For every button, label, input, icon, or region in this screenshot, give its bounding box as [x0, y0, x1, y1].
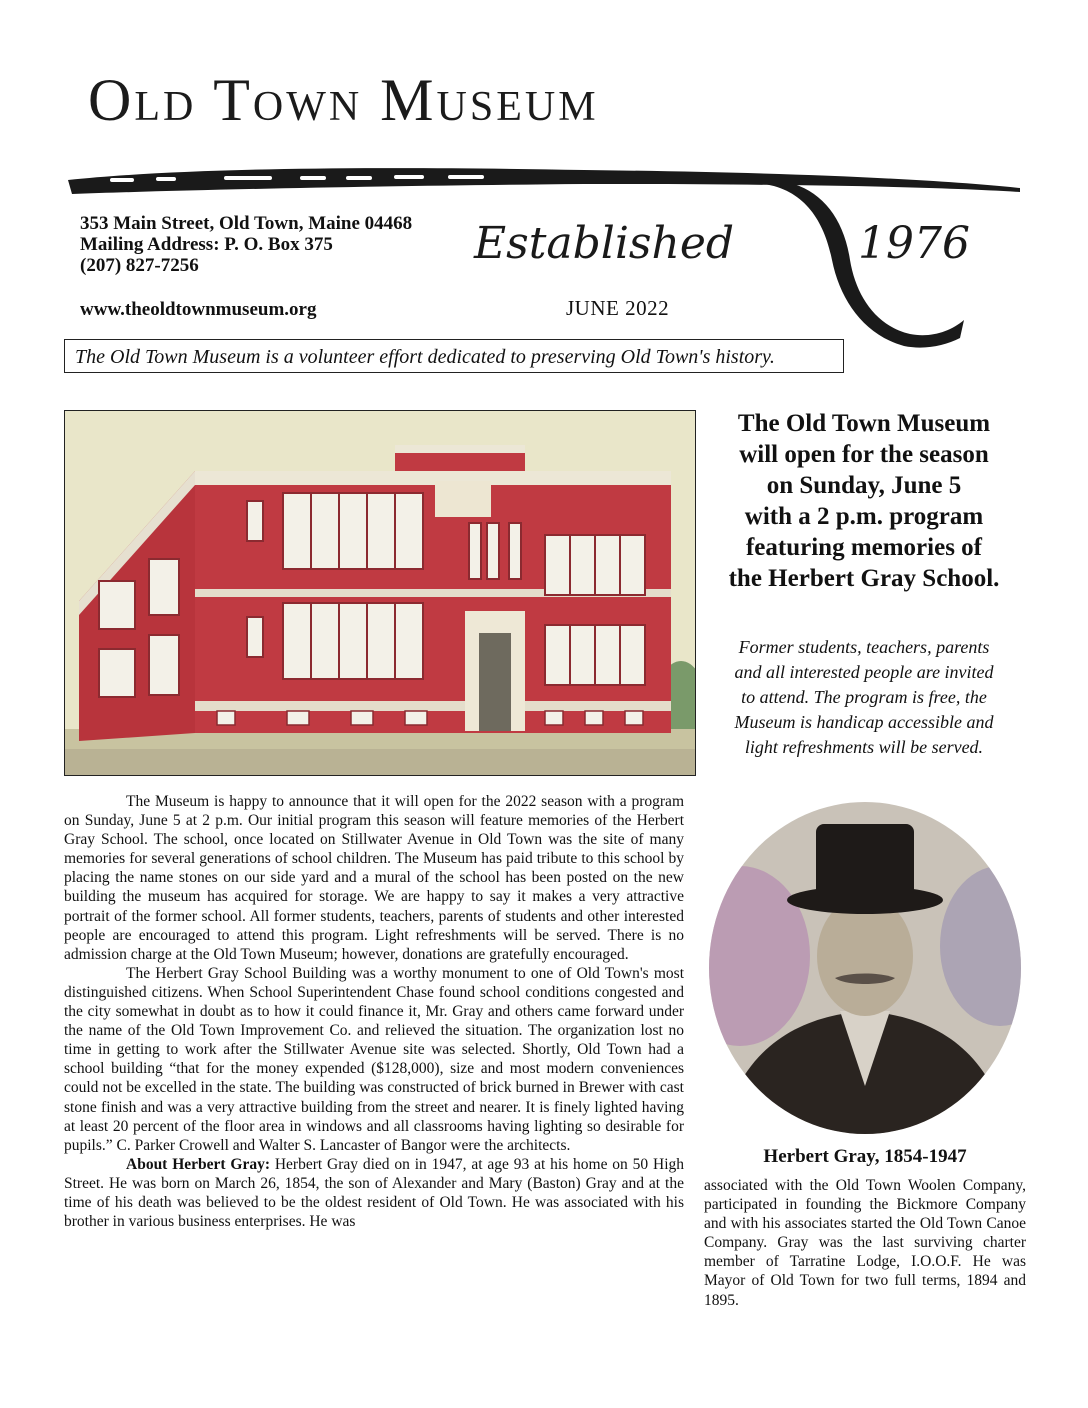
article-continuation: associated with the Old Town Woolen Company, participated in founding the Bickmore Company and with his associates started the Old Town Canoe Company. Gray was the last surviving charter member of Tarratine Lodge, I.O.O.F. He was Mayor of Old Town for two full terms, 1894 and 1895.: [704, 1177, 1026, 1309]
article-column-right: [704, 1176, 1026, 1310]
invite-line: Museum is handicap accessible and: [734, 712, 994, 732]
headline-line: the Herbert Gray School.: [728, 565, 1000, 592]
invitation-text: [704, 635, 1024, 760]
mailing-address-line: Mailing Address: P. O. Box 375: [80, 234, 333, 255]
tagline-box: The Old Town Museum is a volunteer effort dedicated to preserving Old Town's history.: [64, 339, 844, 373]
article-paragraph: The Herbert Gray School Building was a worthy monument to one of Old Town's most distinguished citizens. When School Superintendent Chase found school conditions congested and the city somewhat in doubt as to how it could finance it, Mr. Gray and others came forward under the name of the Old Town Improvement Co. and relieved the situation. The organization lost no time in getting to work after the Stillwater Avenue site was selected. Shortly, Old Town had a school building “that for the money expended ($128,000), size and most modern conveniences could not be excelled in the state. The building was constructed of brick burned in Brewer with cast stone finish and was a very attractive building from the street and nearer. It is finely lighted having at least 20 percent of the floor area in windows and all classrooms having lighting so desirable for pupils.” C. Parker Crowell and Walter S. Lancaster of Bangor were the architects.: [64, 964, 684, 1154]
article-column-left: [64, 792, 684, 1231]
headline-line: with a 2 p.m. program: [744, 503, 984, 530]
portrait-caption: Herbert Gray, 1854-1947: [763, 1146, 967, 1167]
invite-line: light refreshments will be served.: [744, 737, 984, 757]
established-label: Established: [474, 218, 735, 269]
paragraph-lead: About Herbert Gray:: [126, 1155, 270, 1173]
paragraph-text: Herbert Gray died on in 1947, at age 93 at his home on 50 High Street. He was born on March 26, 1854, the son of Alexander and Mary (Baston) Gray and at the time of his death was believed to be the oldest resident of Old Town. He was associated with his brother in various business enterprises. He was: [64, 1155, 684, 1231]
invite-line: Former students, teachers, parents: [738, 637, 990, 657]
phone-line: (207) 827-7256: [80, 255, 199, 276]
address-line: 353 Main Street, Old Town, Maine 04468: [80, 213, 413, 234]
established-year: 1976: [858, 218, 970, 269]
masthead-title: Old Town Museum: [88, 67, 599, 133]
herbert-gray-portrait: [700, 796, 1030, 1136]
headline-line: on Sunday, June 5: [766, 472, 962, 499]
article-paragraph: [64, 1155, 684, 1231]
headline-line: will open for the season: [739, 441, 989, 468]
headline-line: The Old Town Museum: [737, 410, 991, 437]
contact-address: [80, 213, 412, 276]
article-paragraph: The Museum is happy to announce that it will open for the 2022 season with a program on Sunday, June 5 at 2 p.m. Our initial program this season will feature memories of the Herbert Gray School. The school, once located on Stillwater Avenue in Old Town was the site of many memories for several generations of school children. The Museum has paid tribute to this school by placing the name stones on our side yard and a mural of the school has been posted on the new building the museum has acquired for storage. We are happy to say it makes a very attractive portrait of the former school. All former students, teachers, parents of students and other interested people are encouraged to attend this program. Light refreshments will be served. There is no admission charge at the Old Town Museum; however, donations are gratefully encouraged.: [64, 793, 684, 963]
invite-line: and all interested people are invited: [734, 662, 994, 682]
announcement-headline: [700, 408, 1028, 594]
website-link[interactable]: www.theoldtownmuseum.org: [80, 299, 317, 320]
herbert-gray-school-photo: [64, 410, 696, 776]
invite-line: to attend. The program is free, the: [741, 687, 987, 707]
headline-line: featuring memories of: [745, 534, 983, 561]
issue-date: JUNE 2022: [566, 296, 670, 320]
